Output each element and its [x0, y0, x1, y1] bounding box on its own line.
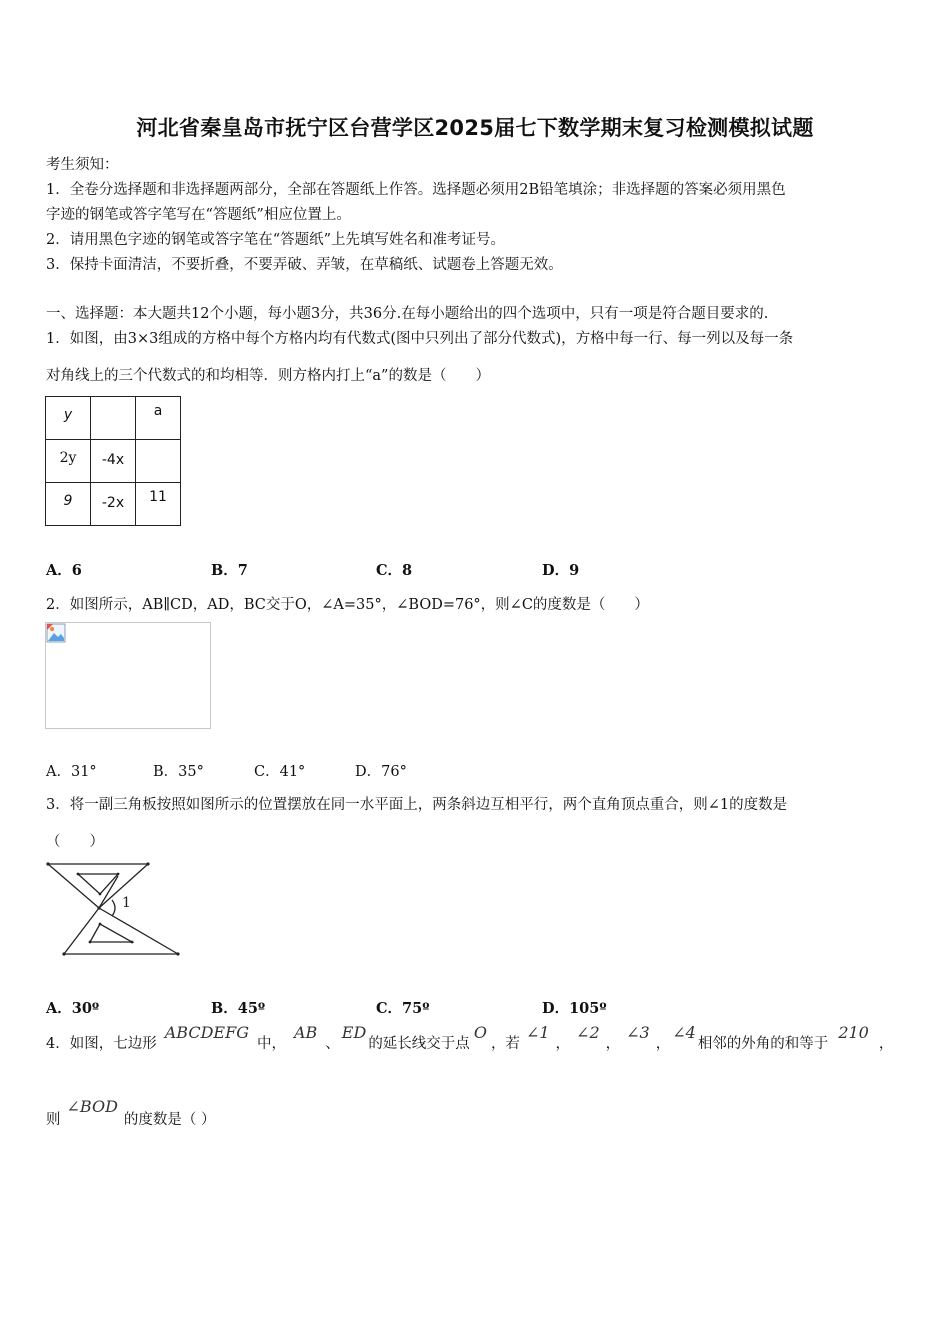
math-expression: ∠3 [626, 1023, 650, 1042]
question-3-text: 3．将一副三角板按照如图所示的位置摆放在同一水平面上，两条斜边互相平行，两个直角顶点重合，则∠1的度数是 [46, 797, 788, 813]
grid-cell: 11 [136, 483, 181, 526]
option-a[interactable]: A．30º [46, 1000, 100, 1017]
math-expression: AB [293, 1023, 318, 1042]
grid-cell: -4x [91, 440, 136, 483]
figure-placeholder [45, 622, 211, 729]
question-1-text: 对角线上的三个代数式的和均相等．则方格内打上“a”的数是（ ） [46, 368, 490, 384]
option-a[interactable]: A．31° [46, 764, 97, 780]
angle-label: 1 [122, 895, 131, 911]
math-expression: ∠2 [576, 1023, 600, 1042]
notice-item: 2．请用黑色字迹的钢笔或答字笔在“答题纸”上先填写姓名和准考证号。 [46, 232, 506, 248]
option-a[interactable]: A．6 [46, 562, 82, 579]
math-expression: ∠1 [525, 1023, 550, 1042]
grid-cell: a [136, 397, 181, 440]
question-4-text: 则∠BOD的度数是（ ） [46, 1097, 216, 1128]
option-c[interactable]: C．41° [254, 764, 306, 780]
option-b[interactable]: B．45º [211, 1000, 266, 1017]
triangle-rulers-figure [46, 856, 186, 962]
page-title: 河北省秦皇岛市抚宁区台营学区2025届七下数学期末复习检测模拟试题 [136, 116, 814, 140]
grid-cell: -2x [91, 483, 136, 526]
option-b[interactable]: B．7 [211, 562, 248, 579]
grid-cell: 9 [46, 483, 91, 526]
math-expression: ABCDEFG [164, 1023, 249, 1042]
grid-cell: 2y [46, 440, 91, 483]
math-expression: O [473, 1023, 487, 1042]
option-c[interactable]: C．75º [376, 1000, 430, 1017]
section-heading: 一、选择题：本大题共12个小题，每小题3分，共36分.在每小题给出的四个选项中，只有一项是符合题目要求的. [46, 306, 769, 322]
math-expression: ∠BOD [66, 1097, 118, 1116]
math-expression: ED [341, 1023, 367, 1042]
question-2-text: 2．如图所示，AB∥CD，AD，BC交于O，∠A=35°，∠BOD=76°，则∠C的度数是（ ） [46, 597, 649, 613]
grid-cell [91, 397, 136, 440]
math-expression: 210 [838, 1023, 869, 1042]
option-b[interactable]: B．35° [153, 764, 204, 780]
notice-heading: 考生须知： [46, 157, 119, 173]
option-c[interactable]: C．8 [376, 562, 413, 579]
question-4-text: 4．如图，七边形ABCDEFG中，AB、ED的延长线交于点O，若∠1，∠2，∠3，∠4相邻的外角的和等于210， [46, 1023, 894, 1052]
grid-cell [136, 440, 181, 483]
option-d[interactable]: D．9 [542, 562, 580, 579]
notice-item: 3．保持卡面清洁，不要折叠，不要弄破、弄皱，在草稿纸、试题卷上答题无效。 [46, 257, 563, 273]
option-d[interactable]: D．76° [355, 764, 407, 780]
magic-square-grid [45, 396, 181, 526]
broken-image-icon [46, 623, 66, 643]
question-3-text: （ ） [46, 834, 104, 850]
notice-item: 1．全卷分选择题和非选择题两部分，全部在答题纸上作答。选择题必须用2B铅笔填涂；非选择题的答案必须用黑色 [46, 182, 786, 198]
grid-cell: y [46, 397, 91, 440]
question-1-text: 1．如图，由3×3组成的方格中每个方格内均有代数式(图中只列出了部分代数式)，方格中每一行、每一列以及每一条 [46, 331, 794, 347]
math-expression: ∠4 [672, 1023, 696, 1042]
option-d[interactable]: D．105º [542, 1000, 607, 1017]
notice-item: 字迹的钢笔或答字笔写在“答题纸”相应位置上。 [46, 207, 351, 223]
